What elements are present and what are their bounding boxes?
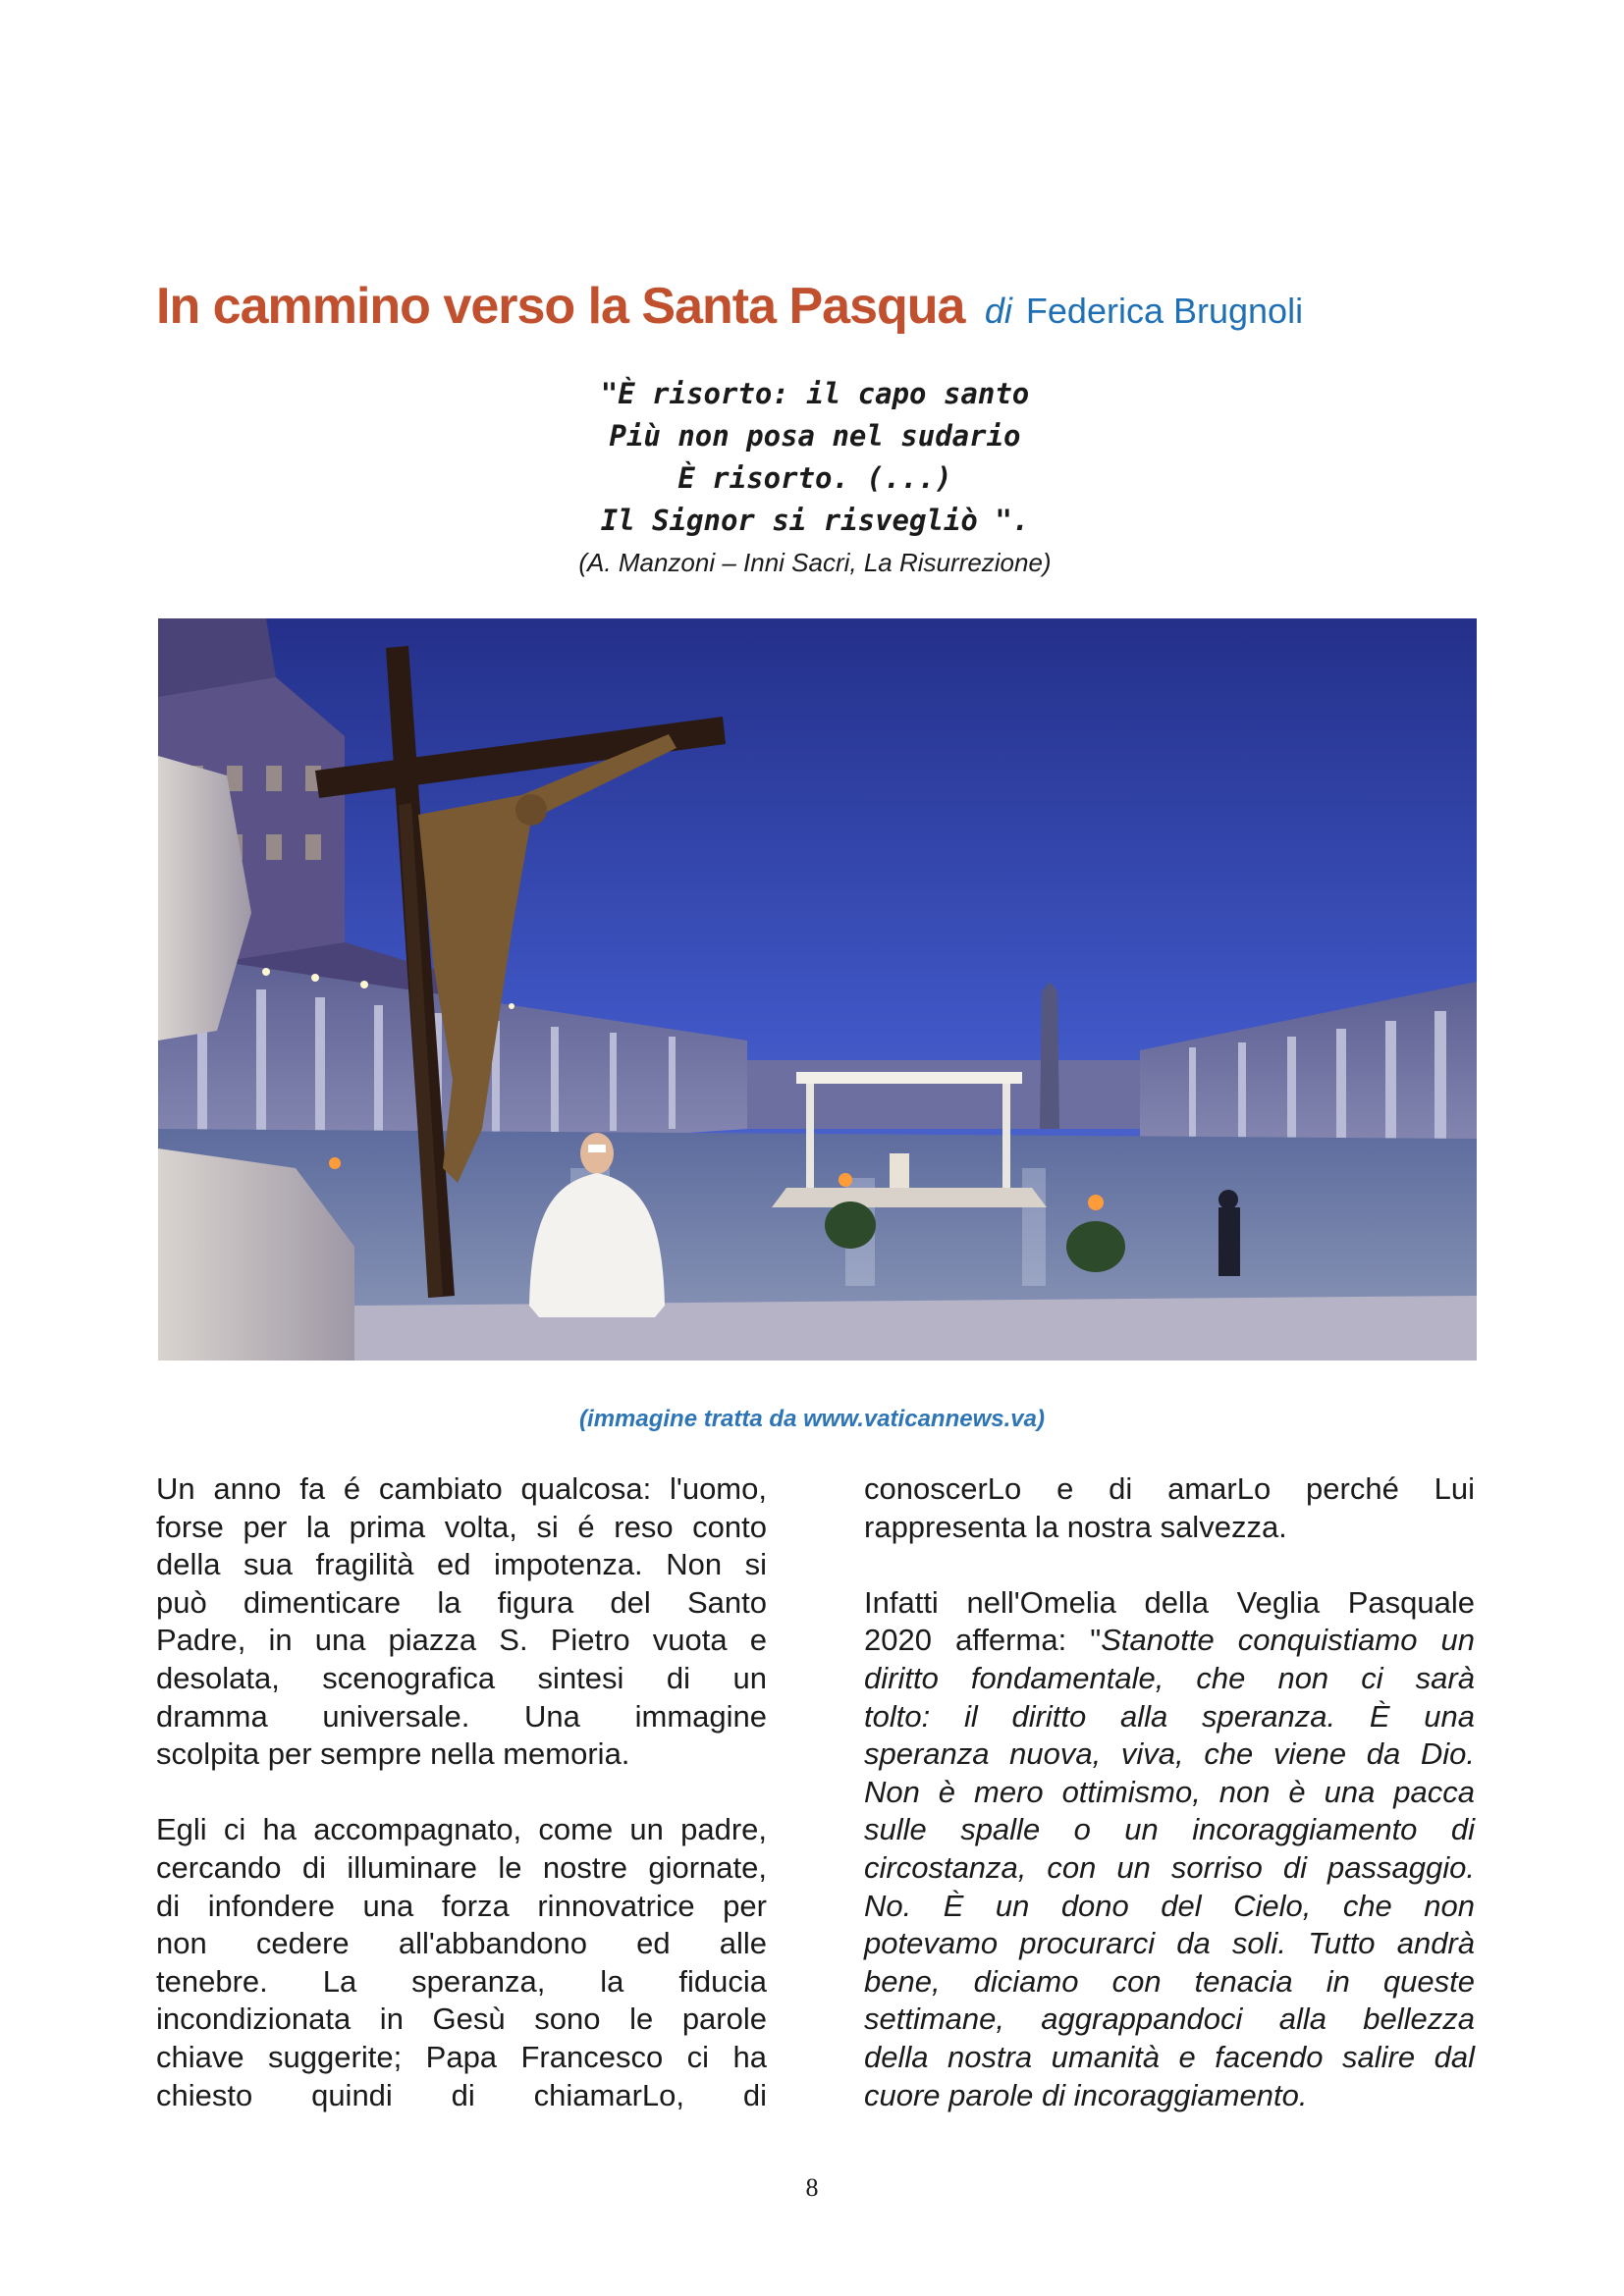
homily-quote-line: della nostra umanità e facendo salire dal bbox=[864, 2039, 1475, 2074]
article-title: In cammino verso la Santa Pasqua bbox=[156, 278, 965, 335]
article-header bbox=[156, 277, 1491, 336]
text-line: rappresenta la nostra salvezza. bbox=[864, 1509, 1287, 1544]
text-line: incondizionata in Gesù sono le parole bbox=[156, 2002, 767, 2037]
homily-quote-line: sulle spalle o un incoraggiamento di bbox=[864, 1812, 1475, 1847]
text-line: chiesto quindi di chiamarLo, di bbox=[156, 2077, 767, 2112]
homily-quote-line: potevamo procurarci da soli. Tutto andrà bbox=[864, 1926, 1475, 1961]
text-line: chiave suggerite; Papa Francesco ci ha bbox=[156, 2039, 767, 2074]
homily-quote-line: Non è mero ottimismo, non è una pacca bbox=[864, 1774, 1475, 1809]
article-column-right bbox=[864, 1470, 1475, 2114]
homily-quote-line: circostanza, con un sorriso di passaggio. bbox=[864, 1849, 1475, 1885]
text-fragment: 2020 afferma: " bbox=[864, 1623, 1102, 1658]
text-line: dramma universale. Una immagine bbox=[156, 1698, 767, 1734]
text-line: non cedere all'abbandono ed alle bbox=[156, 1926, 767, 1961]
article-byline bbox=[985, 291, 1303, 331]
text-line: cercando di illuminare le nostre giornate, bbox=[156, 1849, 767, 1885]
homily-quote-line: bene, diciamo con tenacia in queste bbox=[864, 1963, 1475, 1999]
poem-line: Più non posa nel sudario bbox=[609, 419, 1021, 453]
homily-quote-fragment: Stanotte conquistiamo un bbox=[1101, 1623, 1475, 1658]
text-line: Infatti nell'Omelia della Veglia Pasquale bbox=[864, 1584, 1475, 1620]
text-line: tenebre. La speranza, la fiducia bbox=[156, 1963, 767, 1999]
text-line: Egli ci ha accompagnato, come un padre, bbox=[156, 1812, 767, 1847]
page-number: 8 bbox=[805, 2173, 819, 2202]
text-line: desolata, scenografica sintesi di un bbox=[156, 1660, 767, 1695]
text-line: può dimenticare la figura del Santo bbox=[156, 1584, 767, 1620]
text-line: della sua fragilità ed impotenza. Non si bbox=[156, 1547, 767, 1582]
text-line bbox=[864, 1622, 1475, 1660]
poem-line: È risorto. (...) bbox=[677, 461, 952, 495]
text-line: Padre, in una piazza S. Pietro vuota e bbox=[156, 1623, 767, 1658]
homily-quote-line: cuore parole di incoraggiamento. bbox=[864, 2077, 1308, 2112]
article-photo bbox=[158, 618, 1477, 1361]
text-line: conoscerLo e di amarLo perché Lui bbox=[864, 1471, 1475, 1506]
homily-quote-line: No. È un dono del Cielo, che non bbox=[864, 1888, 1475, 1923]
poem-line: "È risorto: il capo santo bbox=[600, 377, 1030, 410]
photo-caption: (immagine tratta da www.vaticannews.va) bbox=[579, 1406, 1045, 1432]
poem-line: Il Signor si risvegliò ". bbox=[600, 504, 1030, 537]
text-line: forse per la prima volta, si é reso conto bbox=[156, 1509, 767, 1544]
poem-source: (A. Manzoni – Inni Sacri, La Risurrezione) bbox=[578, 548, 1052, 577]
epigraph-poem bbox=[422, 373, 1208, 581]
byline-di: di bbox=[984, 291, 1012, 331]
homily-quote-line: speranza nuova, viva, che viene da Dio. bbox=[864, 1736, 1475, 1772]
byline-author: Federica Brugnoli bbox=[1025, 291, 1304, 331]
text-line: Un anno fa é cambiato qualcosa: l'uomo, bbox=[156, 1471, 767, 1506]
homily-quote-line: tolto: il diritto alla speranza. È una bbox=[864, 1698, 1475, 1734]
text-line: di infondere una forza rinnovatrice per bbox=[156, 1888, 767, 1923]
homily-quote-line: settimane, aggrappandoci alla bellezza bbox=[864, 2002, 1475, 2037]
article-column-left bbox=[156, 1470, 767, 2114]
homily-quote-line: diritto fondamentale, che non ci sarà bbox=[864, 1660, 1475, 1695]
text-line: scolpita per sempre nella memoria. bbox=[156, 1736, 630, 1772]
